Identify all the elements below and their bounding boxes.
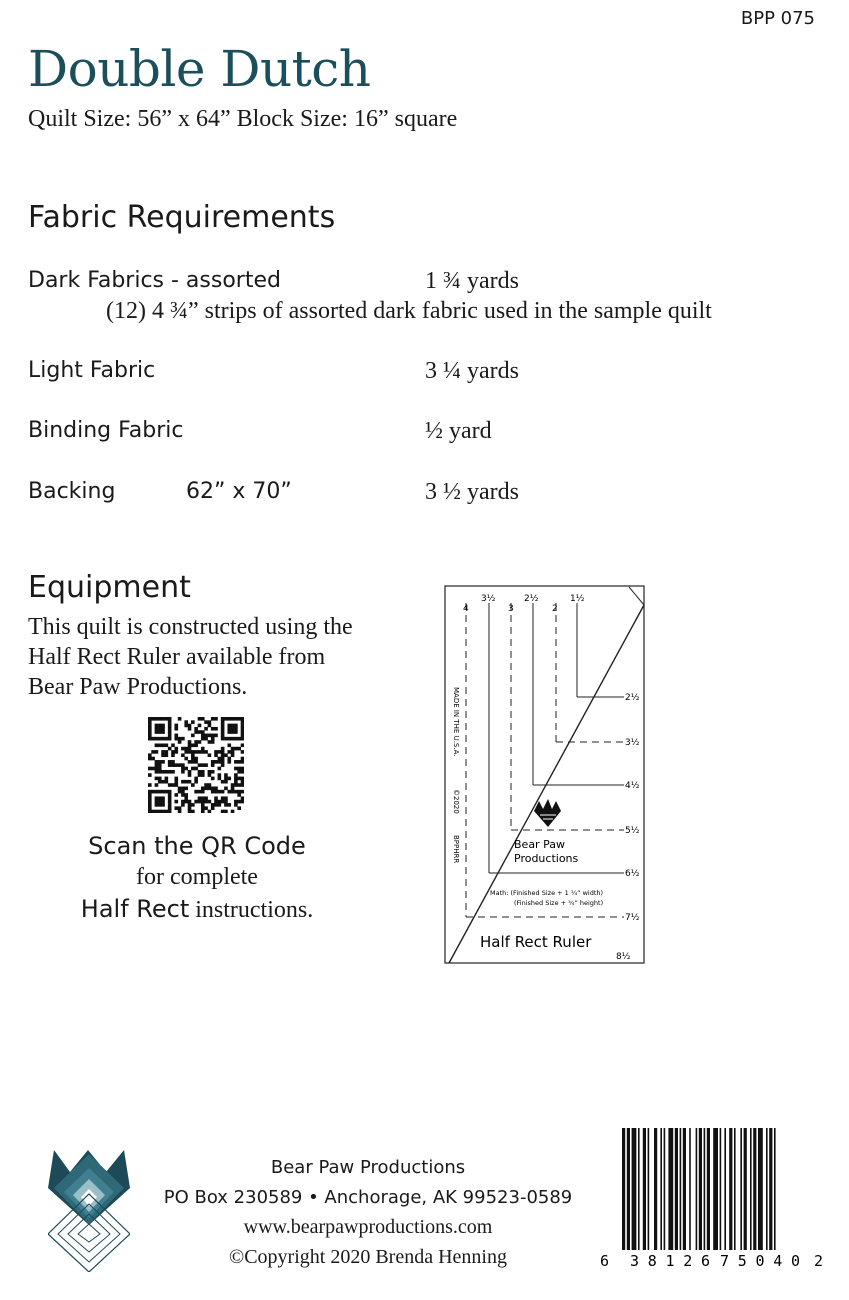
- barcode-digits-right: 75040: [720, 1252, 800, 1270]
- footer-website[interactable]: www.bearpawproductions.com: [243, 1216, 493, 1238]
- qr-code[interactable]: [148, 717, 244, 813]
- scan-line-2: for complete: [136, 864, 258, 890]
- ruler-brand-2: Productions: [514, 852, 579, 865]
- backing-amount: 3 ½ yards: [425, 479, 519, 505]
- ruler-right-label: 4½: [625, 781, 640, 791]
- ruler-copyright: ©2020: [452, 789, 460, 814]
- half-rect-bold: Half Rect: [80, 895, 190, 923]
- backing-size: 62” x 70”: [186, 479, 292, 504]
- scan-line-3: [0, 895, 394, 924]
- barcode-digit: 2: [814, 1252, 824, 1270]
- half-rect-ruler-illustration: [444, 585, 646, 965]
- ruler-math-1: Math: (Finished Size + 1 ¼” width): [490, 889, 604, 897]
- instructions-text: instructions.: [189, 897, 314, 923]
- ruler-right-label: 6½: [625, 869, 640, 879]
- ruler-top-label: 4: [463, 604, 469, 614]
- equipment-text-3: Bear Paw Productions.: [28, 674, 248, 700]
- scan-line-1: Scan the QR Code: [88, 832, 306, 860]
- dark-fabric-note: (12) 4 ¾” strips of assorted dark fabric used in the sample quilt: [106, 298, 712, 324]
- light-fabric-label: Light Fabric: [28, 358, 156, 383]
- quilt-size: Quilt Size: 56” x 64” Block Size: 16” square: [28, 106, 458, 132]
- light-fabric-amount: 3 ¼ yards: [425, 358, 519, 384]
- ruler-brand-1: Bear Paw: [514, 838, 565, 851]
- ruler-made-in-usa: MADE IN THE U.S.A.: [452, 687, 460, 757]
- barcode-digits-left: 38126: [630, 1252, 710, 1270]
- barcode-digit: 6: [600, 1252, 610, 1270]
- ruler-right-label: 3½: [625, 738, 640, 748]
- ruler-math-2: (Finished Size + ¾” height): [514, 899, 604, 907]
- footer-address: PO Box 230589 • Anchorage, AK 99523-0589: [163, 1187, 573, 1208]
- ruler-top-label: 2½: [524, 594, 539, 604]
- binding-fabric-label: Binding Fabric: [28, 418, 184, 443]
- ruler-top-label: 2: [552, 604, 558, 614]
- page-title: Double Dutch: [28, 40, 371, 98]
- ruler-top-label: 3: [508, 604, 514, 614]
- pattern-code: BPP 075: [740, 8, 815, 29]
- ruler-top-label: 3½: [481, 594, 496, 604]
- footer-company: Bear Paw Productions: [270, 1157, 466, 1178]
- ruler-code: BPPHRR: [452, 835, 460, 864]
- ruler-right-label: 8½: [616, 952, 631, 962]
- equipment-heading: Equipment: [28, 570, 191, 605]
- fabric-heading: Fabric Requirements: [28, 200, 336, 235]
- ruler-right-label: 7½: [625, 913, 640, 923]
- backing-label: Backing: [28, 479, 116, 504]
- bear-paw-logo-icon: [48, 1150, 130, 1272]
- barcode: [600, 1128, 826, 1270]
- ruler-right-label: 2½: [625, 693, 640, 703]
- binding-fabric-amount: ½ yard: [425, 418, 492, 444]
- dark-fabric-label: Dark Fabrics - assorted: [28, 268, 281, 293]
- ruler-right-label: 5½: [625, 826, 640, 836]
- equipment-text-1: This quilt is constructed using the: [28, 614, 353, 640]
- equipment-text-2: Half Rect Ruler available from: [28, 644, 326, 670]
- ruler-top-label: 1½: [570, 594, 585, 604]
- dark-fabric-amount: 1 ¾ yards: [425, 268, 519, 294]
- footer-copyright: ©Copyright 2020 Brenda Henning: [229, 1246, 507, 1268]
- ruler-name: Half Rect Ruler: [480, 933, 592, 951]
